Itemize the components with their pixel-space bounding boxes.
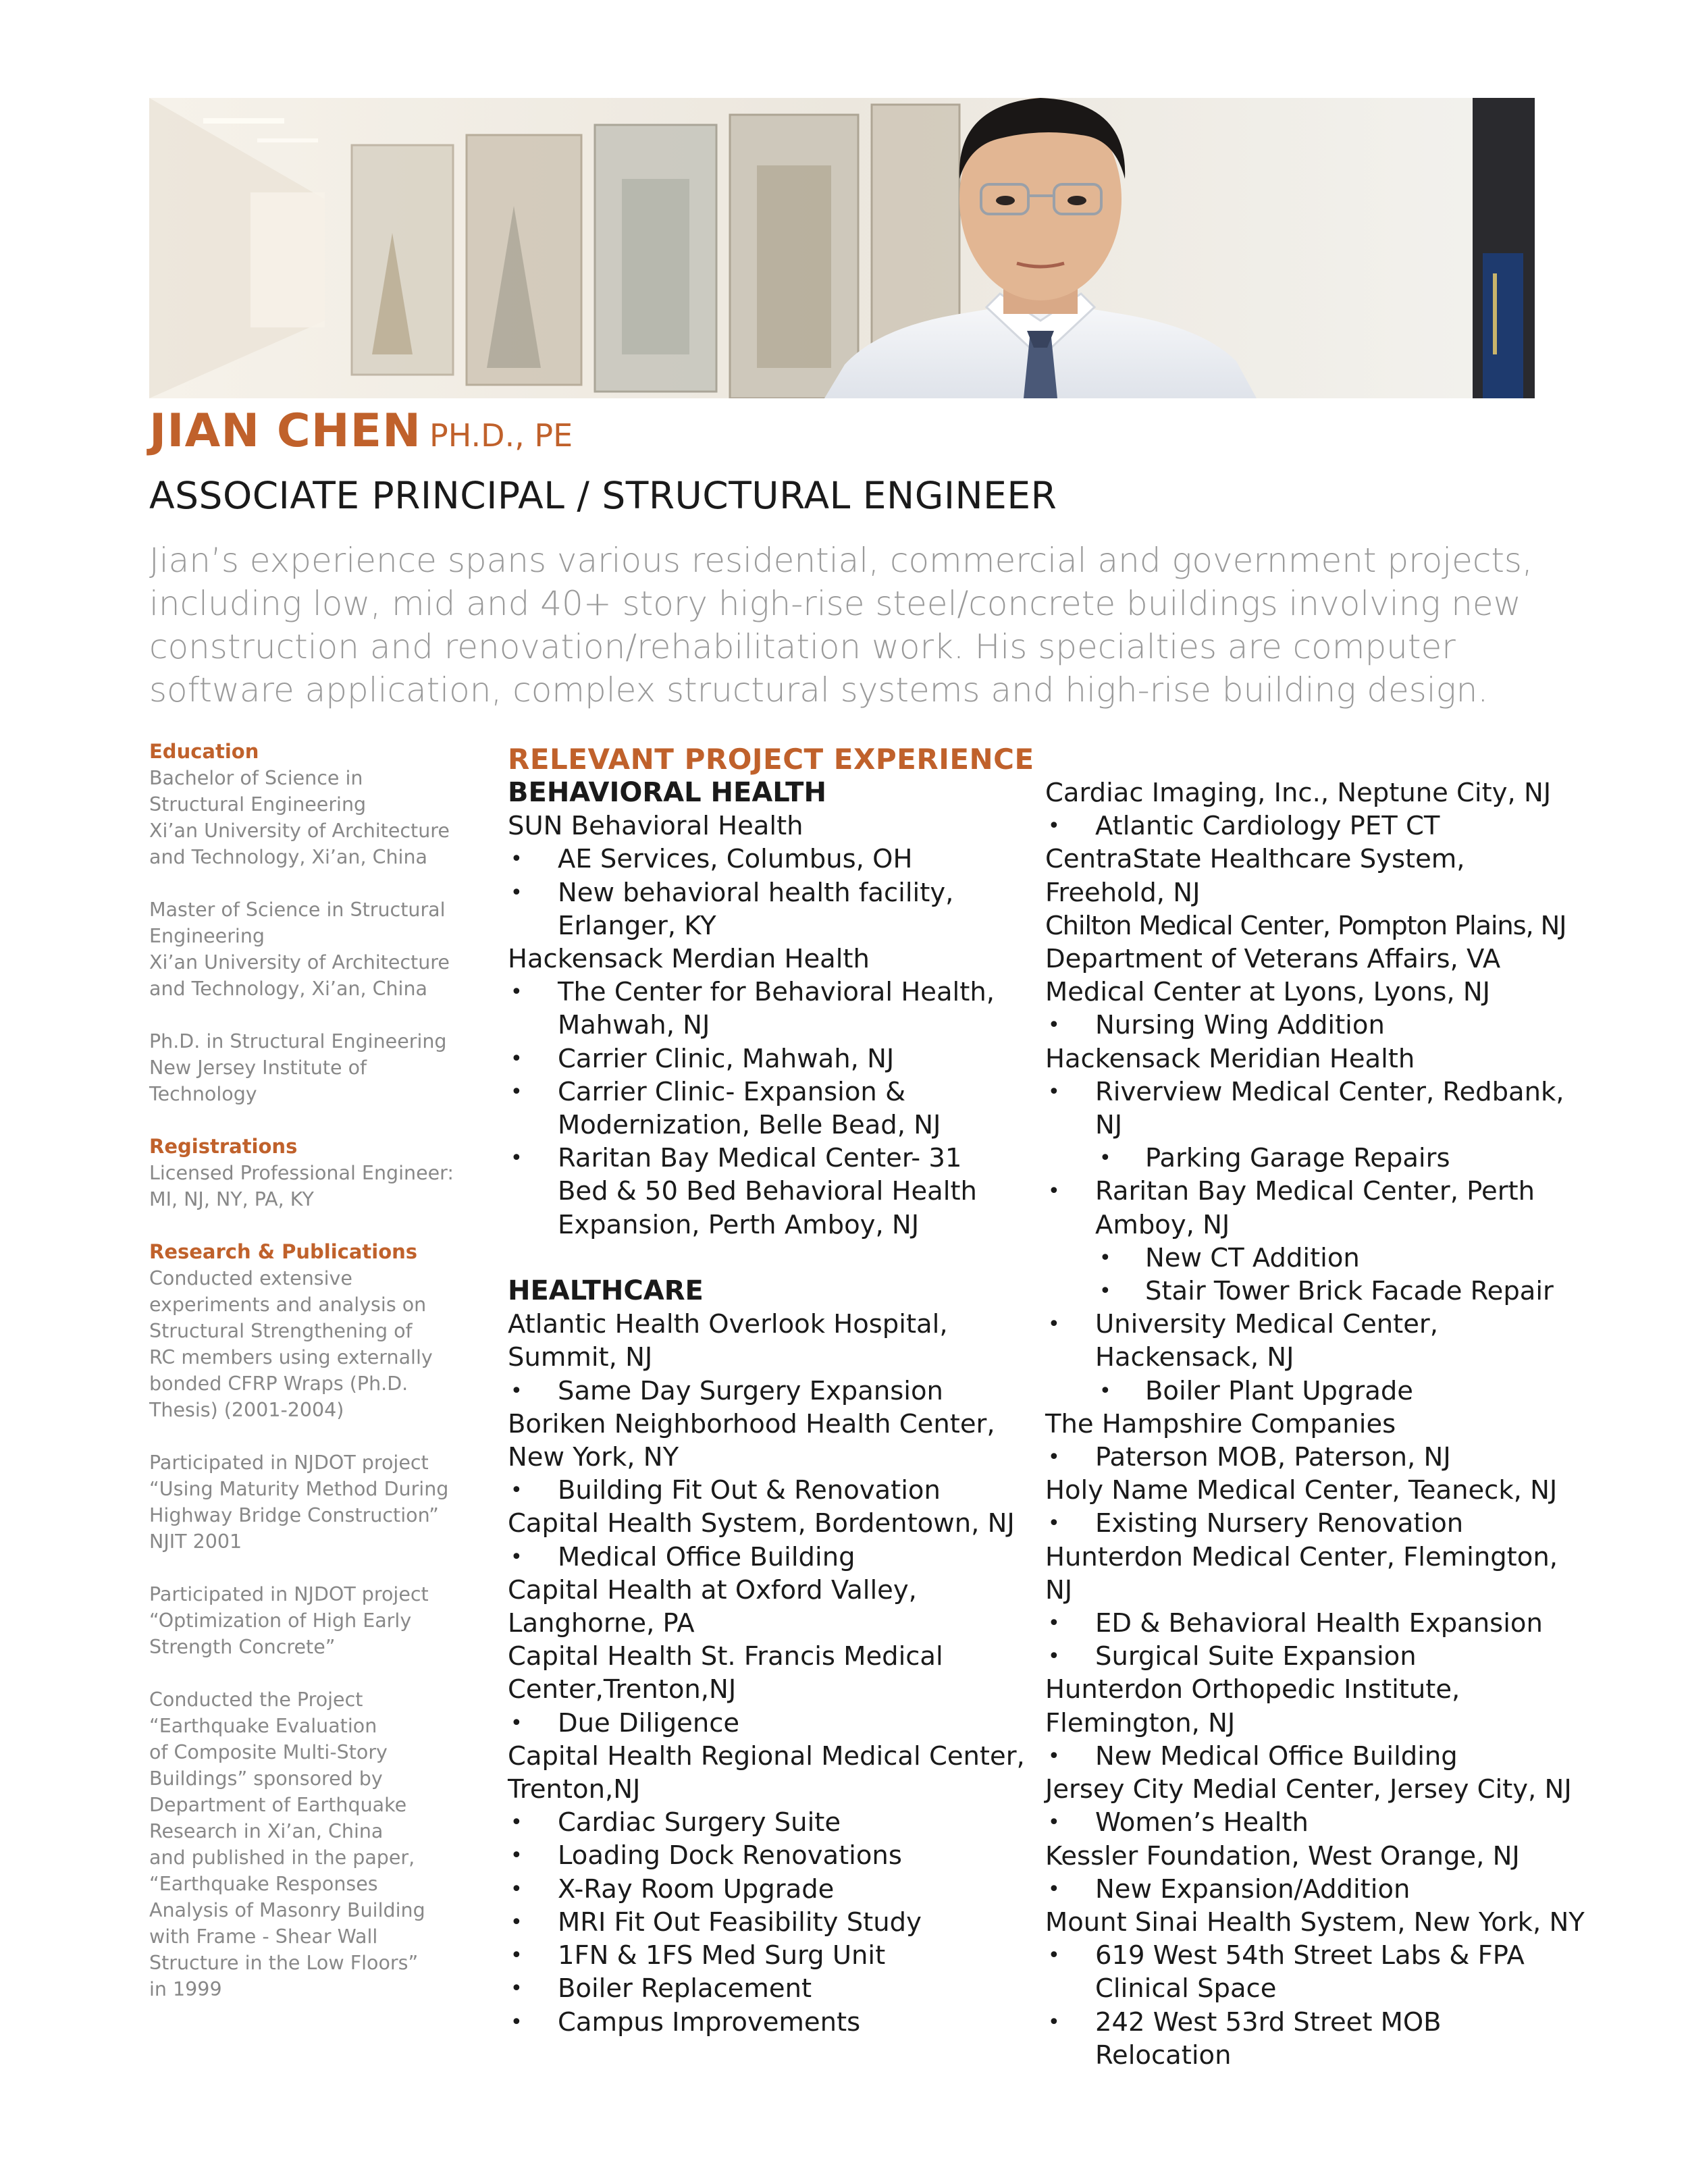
spacer bbox=[149, 1660, 467, 1686]
education-line: Engineering bbox=[149, 925, 265, 947]
project-item: • Building Fit Out & Renovation bbox=[508, 1474, 1021, 1507]
project-item: • Same Day Surgery Expansion bbox=[508, 1375, 1021, 1408]
research-line: bonded CFRP Wraps (Ph.D. bbox=[149, 1373, 408, 1395]
project-item: • MRI Fit Out Feasibility Study bbox=[508, 1906, 1021, 1939]
research-line: Participated in NJDOT project bbox=[149, 1451, 429, 1474]
project-client: Capital Health at Oxford Valley, bbox=[508, 1574, 917, 1605]
project-item: • The Center for Behavioral Health, bbox=[508, 976, 1021, 1009]
research-line: “Using Maturity Method During bbox=[149, 1478, 449, 1500]
project-item: • AE Services, Columbus, OH bbox=[508, 843, 1021, 876]
summary-line: construction and renovation/rehabilitation work. His specialties are computer bbox=[149, 627, 1456, 666]
behavioral-heading: BEHAVIORAL HEALTH bbox=[508, 777, 826, 808]
education-line: Xi’an University of Architecture bbox=[149, 820, 450, 842]
project-client: Holy Name Medical Center, Teaneck, NJ bbox=[1045, 1475, 1558, 1506]
project-item: • Boiler Replacement bbox=[508, 1972, 1021, 2005]
project-item: • Campus Improvements bbox=[508, 2006, 1021, 2039]
education-line: Structural Engineering bbox=[149, 793, 367, 816]
project-client: CentraState Healthcare System, bbox=[1045, 844, 1465, 875]
project-item-continued: Expansion, Perth Amboy, NJ bbox=[558, 1209, 920, 1240]
summary-line: including low, mid and 40+ story high-rise steel/concrete buildings involving new bbox=[149, 584, 1521, 623]
project-client: New York, NY bbox=[508, 1442, 679, 1473]
project-item: • Nursing Wing Addition bbox=[1045, 1009, 1545, 1042]
project-item: • Raritan Bay Medical Center- 31 bbox=[508, 1142, 1021, 1175]
project-item-continued: Erlanger, KY bbox=[558, 910, 716, 941]
research-line: Analysis of Masonry Building bbox=[149, 1899, 425, 1921]
project-client: Hunterdon Medical Center, Flemington, bbox=[1045, 1541, 1558, 1572]
research-line: Buildings” sponsored by bbox=[149, 1767, 383, 1790]
education-line: Master of Science in Structural bbox=[149, 899, 446, 921]
spacer bbox=[149, 870, 467, 897]
registration-line: Licensed Professional Engineer: bbox=[149, 1162, 454, 1184]
project-item: • Atlantic Cardiology PET CT bbox=[1045, 809, 1545, 843]
project-item: • University Medical Center, bbox=[1045, 1308, 1545, 1341]
research-line: with Frame - Shear Wall bbox=[149, 1925, 378, 1948]
project-subitem: • Parking Garage Repairs bbox=[1045, 1142, 1545, 1175]
sidebar bbox=[149, 739, 467, 2002]
person-credentials: PH.D., PE bbox=[429, 417, 573, 454]
project-client: Chilton Medical Center, Pompton Plains, NJ bbox=[1045, 910, 1566, 941]
project-client: NJ bbox=[1045, 1574, 1073, 1605]
education-line: New Jersey Institute of bbox=[149, 1057, 367, 1079]
spacer bbox=[149, 1423, 467, 1449]
research-line: “Earthquake Evaluation bbox=[149, 1715, 377, 1737]
person-name: JIAN CHEN bbox=[149, 404, 421, 458]
experience-column-b bbox=[1045, 776, 1585, 2072]
project-client: Department of Veterans Affairs, VA bbox=[1045, 944, 1501, 975]
project-item: • Cardiac Surgery Suite bbox=[508, 1806, 1021, 1839]
research-line: Highway Bridge Construction” bbox=[149, 1504, 439, 1526]
portrait-illustration bbox=[149, 98, 1535, 398]
project-item-continued: Amboy, NJ bbox=[1095, 1209, 1230, 1240]
research-line: Conducted the Project bbox=[149, 1688, 363, 1711]
project-client: Center,Trenton,NJ bbox=[508, 1674, 737, 1705]
spacer bbox=[149, 1002, 467, 1028]
research-line: in 1999 bbox=[149, 1978, 222, 2000]
project-client: Flemington, NJ bbox=[1045, 1707, 1236, 1738]
research-line: Strength Concrete” bbox=[149, 1636, 336, 1658]
education-line: and Technology, Xi’an, China bbox=[149, 978, 427, 1000]
project-item: • New Medical Office Building bbox=[1045, 1740, 1545, 1773]
research-line: Structural Strengthening of bbox=[149, 1320, 413, 1342]
project-client: Capital Health St. Francis Medical bbox=[508, 1641, 943, 1672]
project-client: Hackensack Meridian Health bbox=[1045, 1043, 1415, 1074]
spacer bbox=[508, 1242, 1021, 1275]
project-client: Hunterdon Orthopedic Institute, bbox=[1045, 1674, 1460, 1705]
job-title: ASSOCIATE PRINCIPAL / STRUCTURAL ENGINEER bbox=[149, 474, 1057, 517]
project-item-continued: Bed & 50 Bed Behavioral Health bbox=[558, 1176, 977, 1207]
project-subitem: • Stair Tower Brick Facade Repair bbox=[1045, 1275, 1545, 1308]
research-line: and published in the paper, bbox=[149, 1846, 415, 1869]
project-item-continued: Hackensack, NJ bbox=[1095, 1342, 1294, 1373]
registration-line: MI, NJ, NY, PA, KY bbox=[149, 1188, 314, 1210]
experience-heading: RELEVANT PROJECT EXPERIENCE bbox=[508, 743, 1034, 776]
project-client: Trenton,NJ bbox=[508, 1774, 641, 1805]
research-line: RC members using externally bbox=[149, 1346, 433, 1368]
project-item: • Due Diligence bbox=[508, 1707, 1021, 1740]
project-item: • New Expansion/Addition bbox=[1045, 1873, 1545, 1906]
spacer bbox=[149, 1555, 467, 1581]
project-item-continued: Relocation bbox=[1095, 2040, 1232, 2071]
education-line: Technology bbox=[149, 1083, 257, 1105]
project-client: Capital Health Regional Medical Center, bbox=[508, 1740, 1025, 1772]
research-line: Participated in NJDOT project bbox=[149, 1583, 429, 1605]
research-line: Research in Xi’an, China bbox=[149, 1820, 384, 1842]
project-item: • ED & Behavioral Health Expansion bbox=[1045, 1607, 1545, 1640]
research-heading: Research & Publications bbox=[149, 1240, 418, 1263]
name-line bbox=[149, 404, 573, 458]
project-item: • 1FN & 1FS Med Surg Unit bbox=[508, 1939, 1021, 1972]
project-item: • Carrier Clinic- Expansion & bbox=[508, 1075, 1021, 1109]
education-heading: Education bbox=[149, 740, 259, 763]
research-line: experiments and analysis on bbox=[149, 1294, 427, 1316]
research-line: “Optimization of High Early bbox=[149, 1609, 412, 1632]
project-item: • 242 West 53rd Street MOB bbox=[1045, 2006, 1545, 2039]
education-line: and Technology, Xi’an, China bbox=[149, 846, 427, 868]
project-client: Atlantic Health Overlook Hospital, bbox=[508, 1309, 948, 1340]
project-item-continued: Mahwah, NJ bbox=[558, 1010, 710, 1041]
project-item-continued: NJ bbox=[1095, 1110, 1123, 1141]
project-item: • Riverview Medical Center, Redbank, bbox=[1045, 1075, 1545, 1109]
education-line: Bachelor of Science in bbox=[149, 767, 363, 789]
healthcare-heading: HEALTHCARE bbox=[508, 1275, 704, 1307]
project-client: Medical Center at Lyons, Lyons, NJ bbox=[1045, 977, 1491, 1008]
project-item: • Paterson MOB, Paterson, NJ bbox=[1045, 1441, 1545, 1474]
research-line: Structure in the Low Floors” bbox=[149, 1952, 419, 1974]
project-client: Kessler Foundation, West Orange, NJ bbox=[1045, 1840, 1520, 1871]
project-item: • Carrier Clinic, Mahwah, NJ bbox=[508, 1042, 1021, 1075]
project-item-continued: Modernization, Belle Bead, NJ bbox=[558, 1110, 941, 1141]
project-client: Jersey City Medial Center, Jersey City, NJ bbox=[1045, 1774, 1572, 1805]
project-item: • X-Ray Room Upgrade bbox=[508, 1873, 1021, 1906]
project-client: Freehold, NJ bbox=[1045, 877, 1201, 908]
research-line: Thesis) (2001-2004) bbox=[149, 1399, 344, 1421]
research-line: NJIT 2001 bbox=[149, 1530, 242, 1553]
research-line: of Composite Multi-Story bbox=[149, 1741, 388, 1763]
project-item: • Loading Dock Renovations bbox=[508, 1839, 1021, 1872]
project-item: • Raritan Bay Medical Center, Perth bbox=[1045, 1175, 1545, 1208]
spacer bbox=[149, 1213, 467, 1239]
summary-paragraph bbox=[149, 539, 1540, 712]
project-item-continued: Clinical Space bbox=[1095, 1973, 1277, 2004]
experience-column-a bbox=[508, 743, 1034, 2039]
project-client: Capital Health System, Bordentown, NJ bbox=[508, 1508, 1015, 1539]
research-line: “Earthquake Responses bbox=[149, 1873, 378, 1895]
registrations-heading: Registrations bbox=[149, 1135, 298, 1158]
project-client: SUN Behavioral Health bbox=[508, 811, 803, 842]
summary-line: Jian’s experience spans various residential, commercial and government projects, bbox=[149, 541, 1533, 580]
project-client: Hackensack Merdian Health bbox=[508, 944, 870, 975]
research-line: Department of Earthquake bbox=[149, 1794, 407, 1816]
project-item: • Existing Nursery Renovation bbox=[1045, 1507, 1545, 1540]
project-client: The Hampshire Companies bbox=[1045, 1408, 1396, 1439]
project-item: • Surgical Suite Expansion bbox=[1045, 1640, 1545, 1673]
research-line: Conducted extensive bbox=[149, 1267, 352, 1289]
project-item: • 619 West 54th Street Labs & FPA bbox=[1045, 1939, 1545, 1972]
spacer bbox=[149, 1107, 467, 1134]
project-client: Mount Sinai Health System, New York, NY bbox=[1045, 1907, 1585, 1938]
project-client: Cardiac Imaging, Inc., Neptune City, NJ bbox=[1045, 778, 1552, 808]
project-subitem: • Boiler Plant Upgrade bbox=[1045, 1375, 1545, 1408]
summary-line: software application, complex structural systems and high-rise building design. bbox=[149, 670, 1489, 710]
project-client: Boriken Neighborhood Health Center, bbox=[508, 1408, 995, 1439]
project-item: • New behavioral health facility, bbox=[508, 876, 1021, 909]
project-subitem: • New CT Addition bbox=[1045, 1242, 1545, 1275]
header-photo bbox=[149, 98, 1535, 398]
project-client: Langhorne, PA bbox=[508, 1608, 695, 1639]
project-client: Summit, NJ bbox=[508, 1342, 653, 1373]
project-item: • Women’s Health bbox=[1045, 1806, 1545, 1839]
project-item: • Medical Office Building bbox=[508, 1541, 1021, 1574]
education-line: Xi’an University of Architecture bbox=[149, 951, 450, 974]
education-line: Ph.D. in Structural Engineering bbox=[149, 1030, 447, 1053]
